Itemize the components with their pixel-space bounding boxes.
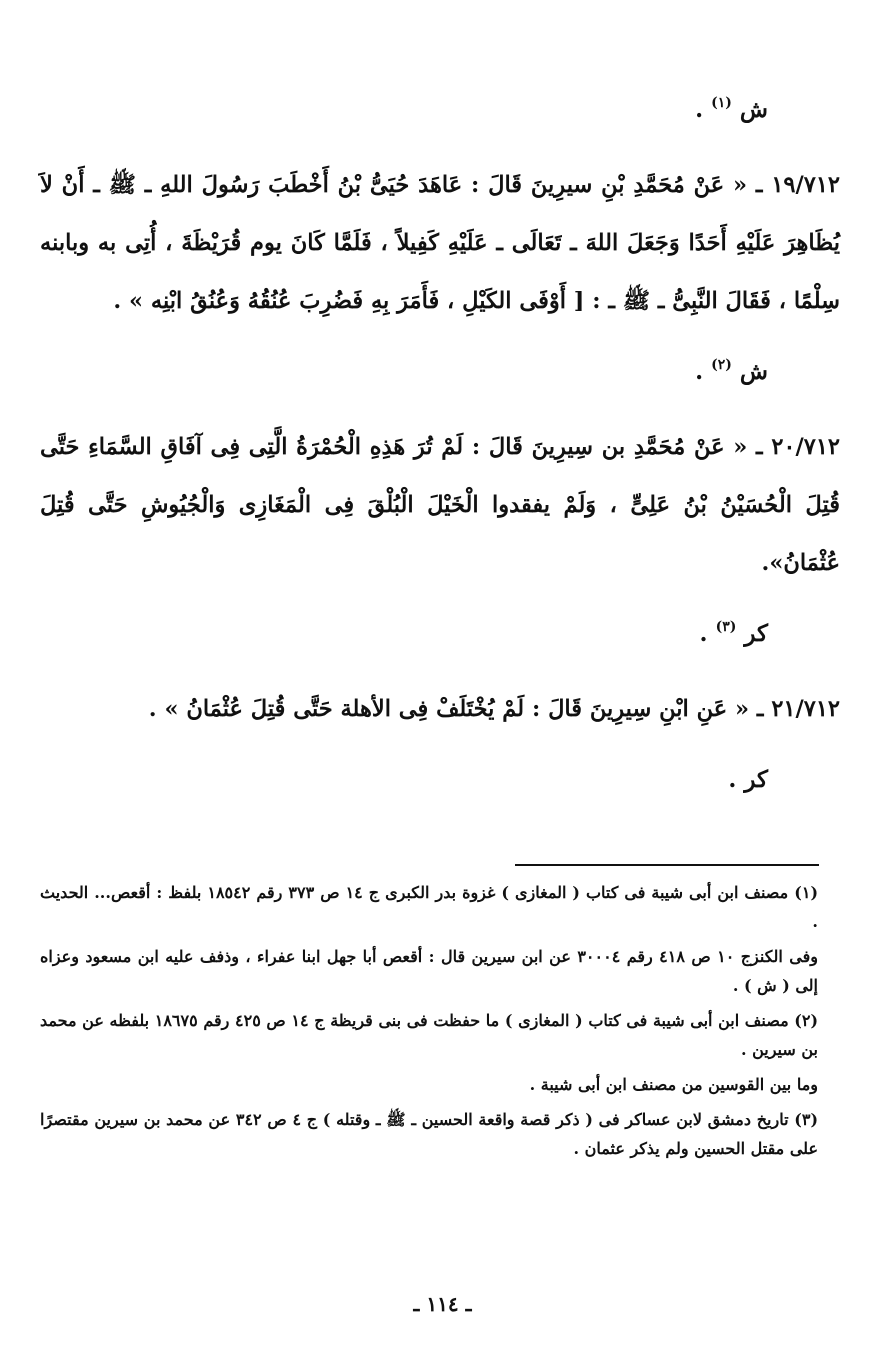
source-reference-2: [40, 352, 840, 392]
source-end: .: [699, 620, 708, 647]
footnote-2: (٢) مصنف ابن أبى شيبة فى كتاب ( المغازى ) ما حفظت فى بنى قريظة ج ١٤ ص ٤٢٥ رقم ١٨٦٧٥ بلفظه عن محمد بن سيرين .: [40, 1011, 819, 1059]
source-end: .: [695, 358, 704, 385]
footnote-3: (٣) تاريخ دمشق لابن عساكر فى ( ذكر قصة واقعة الحسين ـ ﷺ ـ وقتله ) ج ٤ ص ٣٤٢ عن محمد بن سيرين مقتصرًا على مقتل الحسين ولم يذكر عثمان .: [40, 1110, 819, 1158]
hadith-21-712: ٢١/٧١٢ ـ « عَنِ ابْنِ سِيرِينَ قَالَ : لَمْ يُخْتَلَفْ فِى الأهلة حَتَّى قُتِلَ عُثْمَانُ » .: [148, 696, 840, 722]
footnote-separator: [515, 864, 819, 866]
main-text-body: [40, 90, 840, 800]
footnote-marker: (٢): [711, 357, 732, 373]
footnote-2-continuation: وما بين القوسين من مصنف ابن أبى شيبة .: [529, 1075, 818, 1094]
source-abbrev: ش: [739, 358, 768, 385]
source-reference-1: [40, 90, 840, 130]
footnote-marker: (٣): [715, 619, 737, 635]
page-number: ـ ١١٤ ـ: [413, 1292, 472, 1316]
footnote-1-continuation: وفى الكنزج ١٠ ص ٤١٨ رقم ٣٠٠٠٤ عن ابن سيرين قال : أقعص أبا جهل ابنا عفراء ، وذفف عليه ابن مسعود وعزاه إلى ( ش ) .: [40, 947, 819, 995]
hadith-20-712: ٢٠/٧١٢ ـ « عَنْ مُحَمَّدِ بن سِيرِينَ قَالَ : لَمْ تُرَ هَذِهِ الْحُمْرَةُ الَّتِى فِى آفَاقِ السَّمَاءِ حَتَّى قُتِلَ الْحُسَيْنُ بْنُ عَلِىٍّ ، وَلَمْ يفقدوا الْخَيْلَ الْبُلْقَ فِى الْمَغَازِى وَالْجُيُوشِ حَتَّى قُتِلَ عُثْمَانُ».: [40, 434, 840, 576]
footnotes-section: [40, 878, 818, 1169]
source-reference-3: [40, 614, 840, 654]
source-reference-4: [40, 760, 840, 800]
source-abbrev: كر: [744, 766, 768, 793]
hadith-19-712: ١٩/٧١٢ ـ « عَنْ مُحَمَّدِ بْنِ سيرِينَ قَالَ : عَاهَدَ حُيَىُّ بْنُ أَخْطَبَ رَسُولَ اللهِ ـ ﷺ ـ أَنْ لاَ يُظَاهِرَ عَلَيْهِ أَحَدًا وَجَعَلَ اللهَ ـ تَعَالَى ـ عَلَيْهِ كَفِيلاً ، فَلَمَّا كَانَ يوم قُرَيْظَةَ ، أُتِى به وبابنه سِلْمًا ، فَقَالَ النَّبِىُّ ـ ﷺ ـ : [ أَوْفَى الكَيْلِ ، فَأَمَرَ بِهِ فَضُرِبَ عُنُقُهُ وَعُنُقُ ابْنِه » .: [40, 172, 840, 314]
source-end: .: [695, 96, 704, 123]
source-abbrev: ش: [739, 96, 768, 123]
source-abbrev: كر: [744, 620, 768, 647]
source-end: .: [728, 766, 737, 793]
footnote-marker: (١): [711, 95, 732, 111]
footnote-1: (١) مصنف ابن أبى شيبة فى كتاب ( المغازى ) غزوة بدر الكبرى ج ١٤ ص ٣٧٣ رقم ١٨٥٤٢ بلفظ : أقعص... الحديث .: [40, 883, 819, 931]
